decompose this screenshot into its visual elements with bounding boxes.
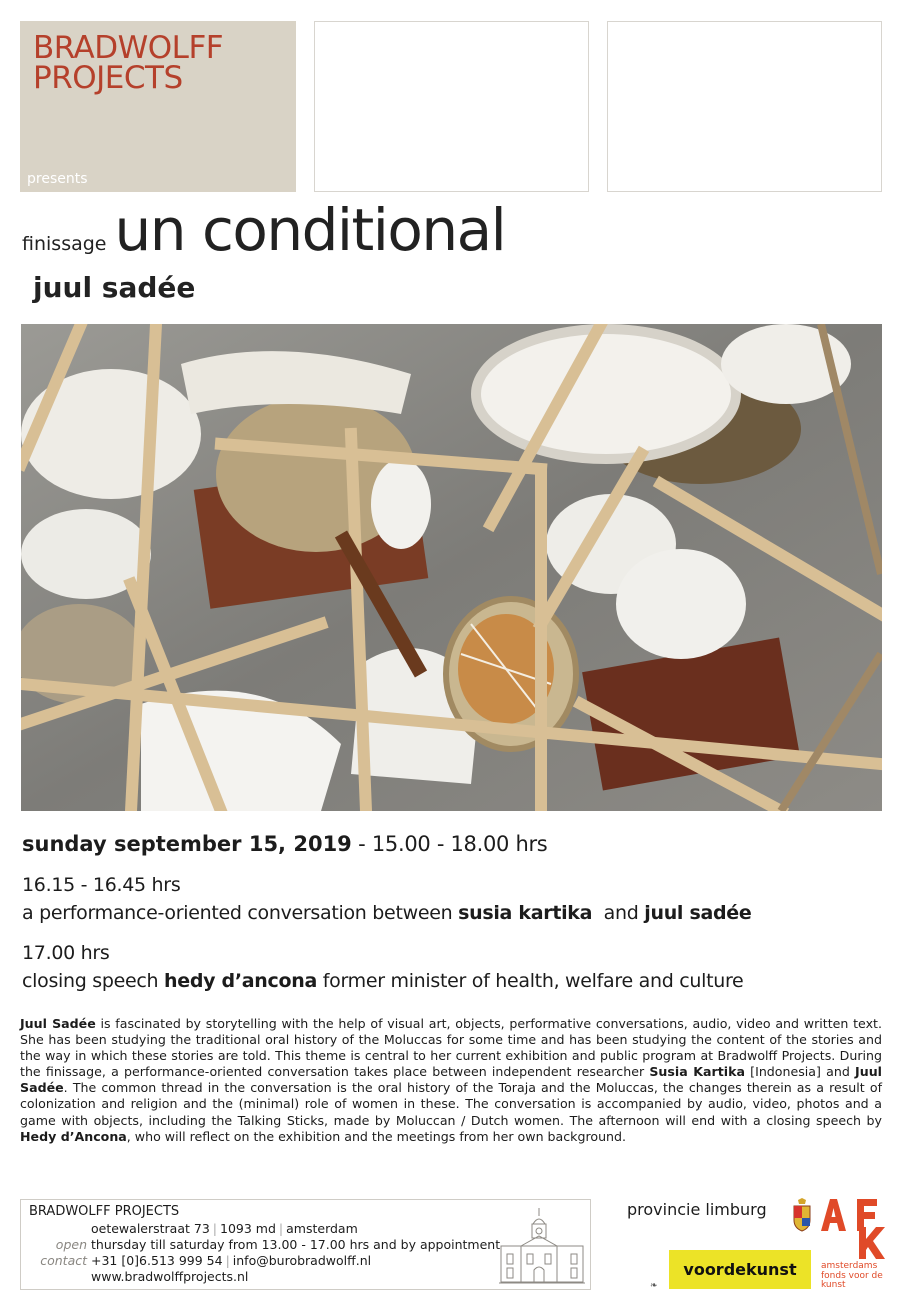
street: oetewalerstraat 73 <box>91 1221 210 1236</box>
limburg-crest-icon <box>792 1198 812 1232</box>
performer-name-2: juul sadée <box>644 902 752 924</box>
desc-name-2: Susia Kartika <box>649 1064 745 1080</box>
header-empty-box-1 <box>314 21 589 192</box>
closing-text: closing speech <box>22 970 165 992</box>
installation-photo <box>21 324 882 811</box>
separator-2: | <box>278 1221 284 1236</box>
event-date-bold: sunday september 15, 2019 <box>22 832 352 856</box>
title-row <box>22 196 505 266</box>
brand-line-2: PROJECTS <box>33 60 183 96</box>
voordekunst-logo: voordekunst <box>669 1250 811 1289</box>
presents-label: presents <box>27 171 88 187</box>
performer-name-1: susia kartika <box>458 902 593 924</box>
contact-box <box>20 1199 591 1290</box>
header-empty-box-2 <box>607 21 882 192</box>
desc-name-4: Hedy d’Ancona <box>20 1128 127 1144</box>
performance-and: and <box>592 902 645 924</box>
website-line <box>91 1269 248 1284</box>
separator-3: | <box>225 1253 230 1268</box>
city: amsterdam <box>286 1221 358 1236</box>
phone: +31 [0]6.513 999 54 <box>91 1253 223 1268</box>
provincie-limburg-label: provincie limburg <box>627 1200 767 1219</box>
afk-line-1: amsterdams <box>821 1261 878 1271</box>
website-link[interactable]: www.bradwolffprojects.nl <box>91 1269 249 1284</box>
description-paragraph <box>20 1016 882 1145</box>
desc-name-3: Juul Sadée <box>20 1064 882 1096</box>
desc-part-4: , who will reflect on the exhibition and the meetings from her own background. <box>126 1128 627 1144</box>
contact-line <box>40 1253 372 1268</box>
performance-text: a performance-oriented conversation between <box>22 902 459 924</box>
closing-line <box>22 970 743 992</box>
installation-photo-icon <box>21 324 882 811</box>
afk-line-3: kunst <box>821 1280 846 1290</box>
desc-part-3: . The common thread in the conversation is the oral history of the Toraja and the Moluccas, the changes therein as a result of colonization and religion and the (minimal) role of women in these. The conversation is accompanied by audio, video, photos and a game with objects, including the Talking Sticks, made by Moluccan / Dutch women. The afternoon will end with a closing speech by <box>20 1080 882 1128</box>
open-label: open <box>55 1237 87 1252</box>
contact-gallery-name: BRADWOLFF PROJECTS <box>29 1204 180 1219</box>
afk-line-2: fonds voor de <box>821 1270 883 1281</box>
contact-label: contact <box>40 1253 87 1268</box>
performance-time: 16.15 - 16.45 hrs <box>22 874 181 896</box>
opening-hours-line <box>55 1237 501 1252</box>
zip: 1093 md <box>220 1221 276 1236</box>
brand-line-1: BRADWOLFF <box>33 30 224 66</box>
building-icon <box>499 1206 585 1286</box>
performance-line <box>22 902 751 924</box>
artist-name: juul sadée <box>33 271 196 304</box>
finissage-label: finissage <box>22 233 107 255</box>
afk-text <box>821 1262 883 1291</box>
email-link[interactable]: info@burobradwolff.nl <box>232 1253 372 1268</box>
brand-box <box>20 21 296 192</box>
event-time: - 15.00 - 18.00 hrs <box>351 832 548 856</box>
desc-part-1: is fascinated by storytelling with the help of visual art, objects, performative conversations, audio, video and written text. She has been studying the traditional oral history of the Moluccas for some time and has been studying the content of the stories and the way in which these stories are told. This theme is central to her current exhibition and public program at Bradwolff Projects. During the finissage, a performance-oriented conversation takes place between independent researcher <box>20 1016 882 1080</box>
closing-speaker: hedy d’ancona <box>164 970 317 992</box>
exhibition-title: un conditional <box>114 196 506 264</box>
closing-rest: former minister of health, welfare and culture <box>317 970 744 992</box>
desc-part-2: [Indonesia] and <box>744 1064 856 1080</box>
separator-1: | <box>212 1221 217 1236</box>
event-date <box>22 832 547 856</box>
desc-name-1: Juul Sadée <box>20 1016 96 1031</box>
closing-time: 17.00 hrs <box>22 942 110 964</box>
brand-name <box>33 30 224 96</box>
address-line <box>91 1221 358 1236</box>
opening-hours: thursday till saturday from 13.00 - 17.00 hrs and by appointment <box>91 1237 501 1252</box>
voordekunst-mark-icon: ❧ <box>650 1281 658 1291</box>
